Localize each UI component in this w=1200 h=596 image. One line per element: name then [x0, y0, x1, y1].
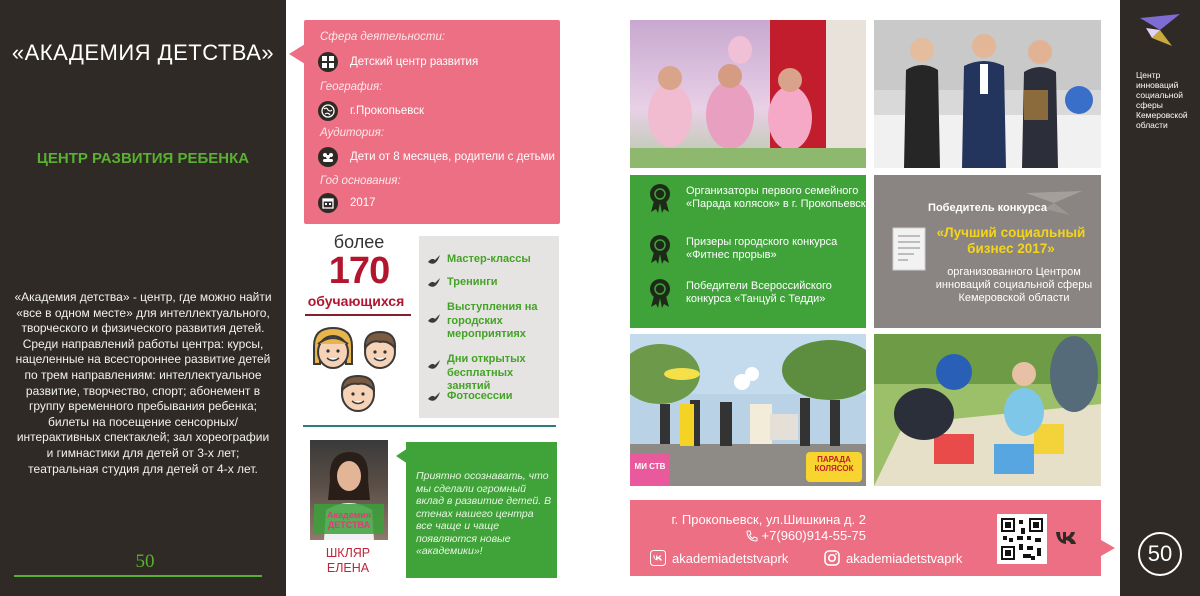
audience-value: Дети от 8 месяцев, родители с детьми [350, 151, 555, 163]
photo-stroller-parade [630, 334, 866, 486]
instagram-handle: akademiadetstvaprk [846, 550, 963, 566]
address-text: г. Прокопьевск, ул.Шишкина д. 2 [671, 512, 866, 527]
person-photo [310, 440, 388, 540]
vk-handle: akademiadetstvaprk [672, 550, 789, 566]
certificate-icon [892, 227, 926, 271]
medal-icon [648, 278, 672, 308]
activity-item-label: Мастер-классы [447, 253, 531, 265]
shirt-text: Академия ДЕТСТВА [326, 510, 372, 530]
list-item [427, 253, 531, 267]
vk-icon[interactable] [1055, 530, 1079, 546]
activity-row [318, 52, 478, 72]
founded-row [318, 193, 376, 213]
activity-item-label: Дни открытых бесплатных занятий [447, 353, 526, 392]
achievement-text: Организаторы первого семейного «Парада колясок» в г. Прокопьевск [686, 185, 866, 210]
winner-contest: «Лучший социальный бизнес 2017» [936, 225, 1086, 256]
photo-kids-on-mat [874, 334, 1101, 486]
contact-tail [1101, 540, 1115, 556]
person-name-line2: ЕЛЕНА [326, 561, 370, 575]
left-panel [0, 0, 286, 596]
dove-icon [427, 313, 441, 325]
audience-label: Аудитория: [320, 127, 385, 139]
students-label: обучающихся [307, 293, 405, 309]
person-name-line1: ШКЛЯР [325, 546, 371, 560]
list-item [427, 353, 559, 394]
sign-left-text: МИ СТВ [634, 462, 666, 471]
info-card [304, 20, 560, 224]
info-card-tail [289, 44, 305, 64]
list-item [427, 390, 513, 404]
phone-number: +7(960)914-55-75 [761, 528, 866, 543]
medal-icon [648, 183, 672, 213]
photo-award-ceremony [874, 20, 1101, 168]
audience-row [318, 147, 555, 167]
achievements-box [630, 175, 866, 328]
girl-face-icon [314, 328, 352, 368]
parade-sign-text: ПАРАДА КОЛЯСОК [814, 455, 854, 473]
activity-value: Детский центр развития [350, 56, 479, 68]
globe-icon [318, 101, 338, 121]
contact-box [630, 500, 1101, 576]
right-panel [1120, 0, 1200, 596]
page-number-underline [14, 575, 262, 577]
achievement-text: Призеры городского конкурса «Фитнес прорыв» [686, 236, 838, 261]
phone-icon [746, 530, 758, 542]
calendar-icon [318, 193, 338, 213]
photo-children-playing [630, 20, 866, 168]
children-faces-icon [308, 324, 408, 416]
activity-label: Сфера деятельности: [320, 31, 446, 43]
dove-icon [427, 359, 441, 371]
qr-code-icon[interactable] [997, 514, 1047, 564]
achievement-item [648, 278, 866, 308]
blocks-icon [318, 52, 338, 72]
winner-organizer: организованного Центром инноваций социальной сферы Кемеровской области [935, 266, 1093, 304]
activities-list [419, 236, 559, 418]
vk-link[interactable] [650, 550, 788, 566]
dove-icon [427, 277, 441, 289]
achievement-item [648, 234, 866, 264]
person-name [300, 546, 396, 576]
list-item [427, 301, 553, 342]
students-underline [305, 314, 411, 316]
quote-box [406, 442, 557, 578]
activity-item-label: Фотосессии [447, 390, 513, 402]
section-divider [303, 425, 556, 427]
geo-label: География: [320, 81, 383, 93]
page-number-left: 50 [135, 551, 155, 572]
students-prefix: более [333, 232, 385, 252]
activity-item-label: Выступления на городских мероприятиях [447, 301, 538, 340]
page-title: «АКАДЕМИЯ ДЕТСТВА» [11, 40, 275, 65]
dove-icon [427, 391, 441, 403]
people-icon [318, 147, 338, 167]
vk-small-icon [650, 550, 666, 566]
boy-face-icon [365, 332, 395, 368]
achievement-item [648, 183, 866, 213]
quote-text: Приятно осознавать, что мы сделали огромный вклад в развитие детей. В стенах нашего центра все чаще и чаще появляются новые «академики»! [416, 470, 552, 557]
dove-icon [427, 254, 441, 266]
phone-row [736, 528, 866, 543]
list-item [427, 276, 498, 290]
brand-logo-icon [1138, 12, 1182, 52]
students-count: 170 [328, 250, 390, 292]
founded-label: Год основания: [320, 175, 401, 187]
founded-value: 2017 [350, 197, 376, 209]
page-number-circle: 50 [1138, 532, 1182, 576]
instagram-link[interactable] [824, 550, 962, 566]
description-text: «Академия детства» - центр, где можно найти «все в одном месте» для интеллектуального, творческого и физического развития детей. Среди направлений работы центра: курсы, нацеленные на всестороннее развитие детей по трем направлениям: интеллектуальное развитие, творчество, спорт; абонемент в группу временного пребывания ребенка; билеты на посещение сенсорных/интерактивных спектаклей; зал хореографии и гимнастики для детей от 3-х лет; театральная студия для детей от 4-х лет. [14, 290, 272, 476]
brand-text: Центр инноваций социальной сферы Кемеровской области [1136, 70, 1188, 130]
kid-face-icon [342, 376, 374, 411]
instagram-icon [824, 550, 840, 566]
winner-title: Победитель конкурса [928, 202, 1047, 214]
activity-item-label: Тренинги [447, 276, 498, 288]
page-subtitle: ЦЕНТР РАЗВИТИЯ РЕБЕНКА [36, 150, 250, 167]
geo-row [318, 101, 424, 121]
achievement-text: Победители Всероссийского конкурса «Танцуй с Тедди» [686, 280, 832, 305]
medal-icon [648, 234, 672, 264]
contest-winner-box [874, 175, 1101, 328]
geo-value: г.Прокопьевск [350, 105, 424, 117]
